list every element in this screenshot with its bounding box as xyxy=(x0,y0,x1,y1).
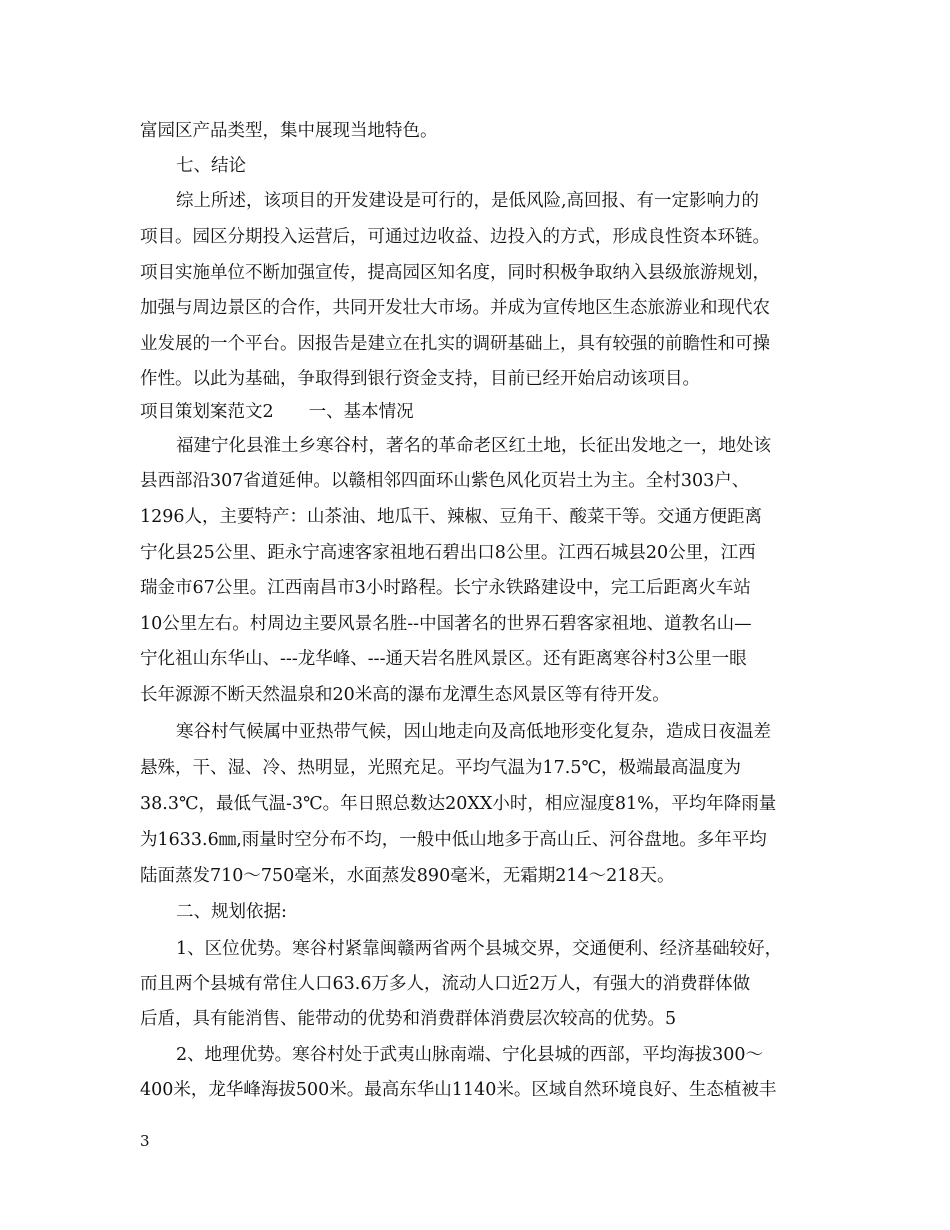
text-line: 1296人，主要特产：山茶油、地瓜干、辣椒、豆角干、酸菜干等。交通方便距离 xyxy=(140,507,763,527)
text-line: 项目。园区分期投入运营后，可通过边收益、边投入的方式，形成良性资本环链。 xyxy=(140,227,770,247)
text-line: 作性。以此为基础，争取得到银行资金支持，目前已经开始启动该项目。 xyxy=(140,369,700,389)
text-line: 为1633.6㎜,雨量时空分布不均，一般中低山地多于高山丘、河谷盘地。多年平均 xyxy=(140,830,767,850)
text-line: 而且两个县城有常住人口63.6万多人，流动人口近2万人，有强大的消费群体做 xyxy=(140,974,751,994)
section-heading: 七、结论 xyxy=(176,156,246,176)
text-line: 寒谷村气候属中亚热带气候，因山地走向及高低地形变化复杂，造成日夜温差 xyxy=(176,722,771,742)
text-line: 福建宁化县淮土乡寒谷村，著名的革命老区红土地，长征出发地之一，地处该 xyxy=(176,436,771,456)
text-line: 陆面蒸发710～750毫米，水面蒸发890毫米，无霜期214～218天。 xyxy=(140,866,675,886)
text-line: 宁化县25公里、距永宁高速客家祖地石碧出口8公里。江西石城县20公里，江西 xyxy=(140,543,756,563)
text-line: 悬殊，干、湿、冷、热明显，光照充足。平均气温为17.5℃，极端最高温度为 xyxy=(140,758,742,778)
text-line: 加强与周边景区的合作，共同开发壮大市场。并成为宣传地区生态旅游业和现代农 xyxy=(140,298,770,318)
text-line: 长年源源不断天然温泉和20米高的瀑布龙潭生态风景区等有待开发。 xyxy=(140,685,670,705)
text-line: 2、地理优势。寒谷村处于武夷山脉南端、宁化县城的西部，平均海拔300～ xyxy=(176,1045,764,1065)
text-line: 业发展的一个平台。因报告是建立在扎实的调研基础上，具有较强的前瞻性和可操 xyxy=(140,334,770,354)
text-line: 富园区产品类型，集中展现当地特色。 xyxy=(140,121,438,141)
text-line: 县西部沿307省道延伸。以赣相邻四面环山紫色风化页岩土为主。全村303户、 xyxy=(140,471,750,491)
text-line: 38.3℃，最低气温-3℃。年日照总数达20XX小时，相应湿度81%，平均年降雨量 xyxy=(140,794,777,814)
text-line: 400米，龙华峰海拔500米。最高东华山1140米。区域自然环境良好、生态植被丰 xyxy=(140,1080,777,1100)
text-line: 综上所述，该项目的开发建设是可行的，是低风险,高回报、有一定影响力的 xyxy=(176,191,760,211)
text-line: 项目实施单位不断加强宣传，提高园区知名度，同时积极争取纳入县级旅游规划， xyxy=(140,263,770,283)
page-number: 3 xyxy=(140,1132,150,1150)
section-heading: 二、规划依据: xyxy=(176,902,287,922)
text-line: 10公里左右。村周边主要风景名胜--中国著名的世界石碧客家祖地、道教名山— xyxy=(140,614,752,634)
text-line: 宁化祖山东华山、---龙华峰、---通天岩名胜风景区。还有距离寒谷村3公里一眼 xyxy=(140,649,747,669)
text-line: 后盾，具有能消售、能带动的优势和消费群体消费层次较高的优势。5 xyxy=(140,1009,677,1029)
document-title: 项目策划案范文2 一、基本情况 xyxy=(140,402,414,422)
text-line: 瑞金市67公里。江西南昌市3小时路程。长宁永铁路建设中，完工后距离火车站 xyxy=(140,578,751,598)
text-line: 1、区位优势。寒谷村紧靠闽赣两省两个县城交界，交通便利、经济基础较好， xyxy=(176,939,783,959)
